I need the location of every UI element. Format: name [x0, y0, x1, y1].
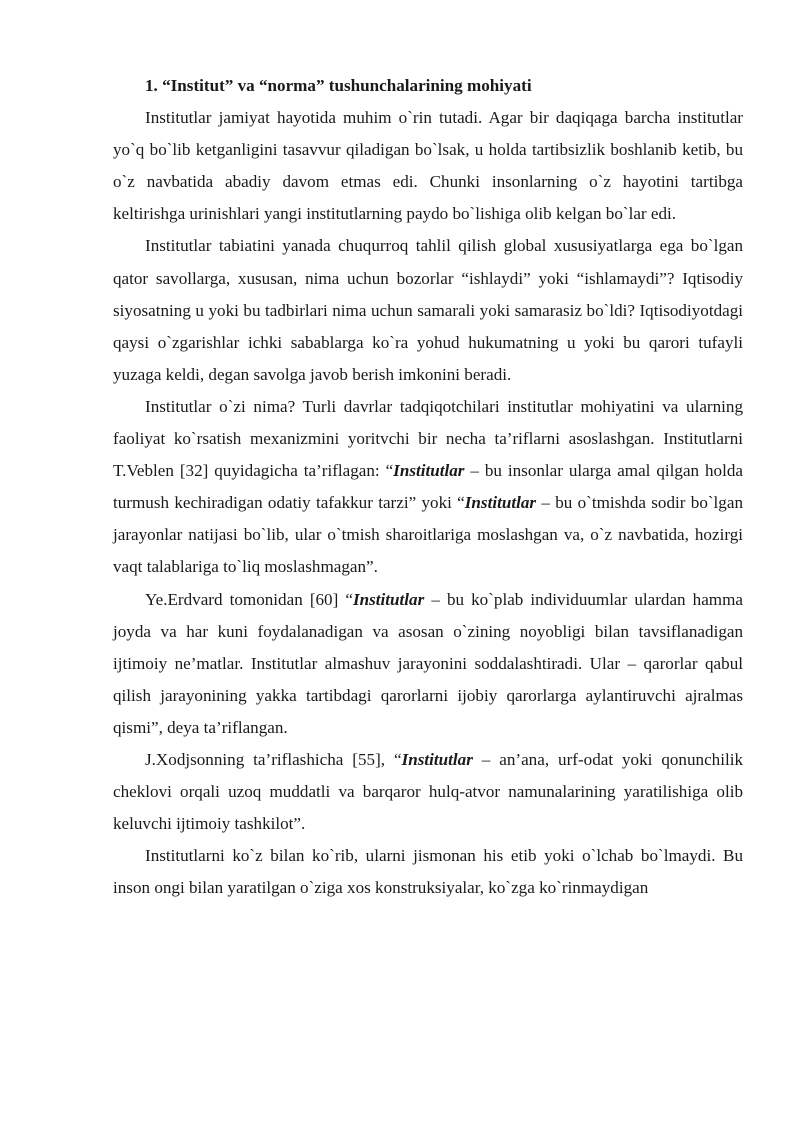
paragraph-3-text-a: Institutlar o`zi nima? Turli davrlar tadqiqotchilari institutlar mohiyatini va ularning faoliyat ko`rsatish mexanizmini yoritvchi bir necha ta’riflarni asoslashgan. Institutlarni T.Veblen [32] quyidagicha ta’riflagan: “: [113, 396, 743, 481]
paragraph-5-text-a: J.Xodjsonning ta’riflashicha [55], “: [145, 749, 402, 769]
term-institutlar: Institutlar: [352, 589, 425, 609]
paragraph-5-text-b: – an’ana, urf-odat yoki qonunchilik cheklovi orqali uzoq muddatli va barqaror hulq-atvor namunalarining yaratilishiga olib keluvchi ijtimoiy tashkilot”.: [113, 749, 744, 834]
term-institutlar: Institutlar: [401, 749, 473, 769]
paragraph-5: [113, 744, 743, 840]
term-institutlar: Institutlar: [393, 461, 465, 481]
paragraph-4: [113, 584, 743, 744]
paragraph-3: [113, 391, 743, 584]
paragraph-4-text-b: – bu ko`plab individuumlar ulardan hamma joyda va har kuni foydalanadigan va asosan o`zining noyobligi bilan tavsiflanadigan ijtimoiy ne’matlar. Institutlar almashuv jarayonini soddalashtiradi. Ular – qarorlar qabul qilish jarayonining yakka tartibdagi qarorlarni ijobiy qarorlarga aylantiruvchi ajralmas qismi”, deya ta’riflangan.: [113, 589, 743, 737]
term-institutlar: Institutlar: [464, 493, 537, 513]
paragraph-1: Institutlar jamiyat hayotida muhim o`rin tutadi. Agar bir daqiqaga barcha institutlar yo`q bo`lib ketganligini tasavvur qiladigan bo`lsak, u holda tartibsizlik boshlanib ketib, bu o`z navbatida abadiy davom etmas edi. Chunki insonlarning o`z hayotini tartibga keltirishga urinishlari yangi institutlarning paydo bo`lishiga olib kelgan bo`lar edi.: [113, 108, 743, 224]
paragraph-4-text-a: Ye.Erdvard tomonidan [60] “: [145, 589, 353, 609]
paragraph-3-text-b: – bu insonlar ularga amal qilgan holda turmush kechiradigan odatiy tafakkur tarzi” yoki “: [113, 461, 743, 513]
document-page: [113, 70, 743, 904]
paragraph-2: Institutlar tabiatini yanada chuqurroq tahlil qilish global xususiyatlarga ega bo`lgan qator savollarga, xususan, nima uchun bozorlar “ishlaydi” yoki “ishlamaydi”? Iqtisodiy siyosatning u yoki bu tadbirlari nima uchun samarali yoki samarasiz bo`ldi? Iqtisodiyotdagi qaysi o`zgarishlar ichki sabablarga ko`ra yohud hukumatning u yoki bu qarori tufayli yuzaga keldi, degan savolga javob berish imkonini beradi.: [113, 236, 743, 384]
section-heading: 1. “Institut” va “norma” tushunchalarining mohiyati: [145, 76, 532, 95]
paragraph-6: Institutlarni ko`z bilan ko`rib, ularni jismonan his etib yoki o`lchab bo`lmaydi. Bu inson ongi bilan yaratilgan o`ziga xos konstruksiyalar, ko`zga ko`rinmaydigan: [113, 846, 743, 898]
paragraph-3-text-c: – bu o`tmishda sodir bo`lgan jarayonlar natijasi bo`lib, ular o`tmish sharoitlariga moslashgan va, o`z navbatida, hozirgi vaqt talablariga to`liq moslashmagan”.: [113, 493, 743, 577]
